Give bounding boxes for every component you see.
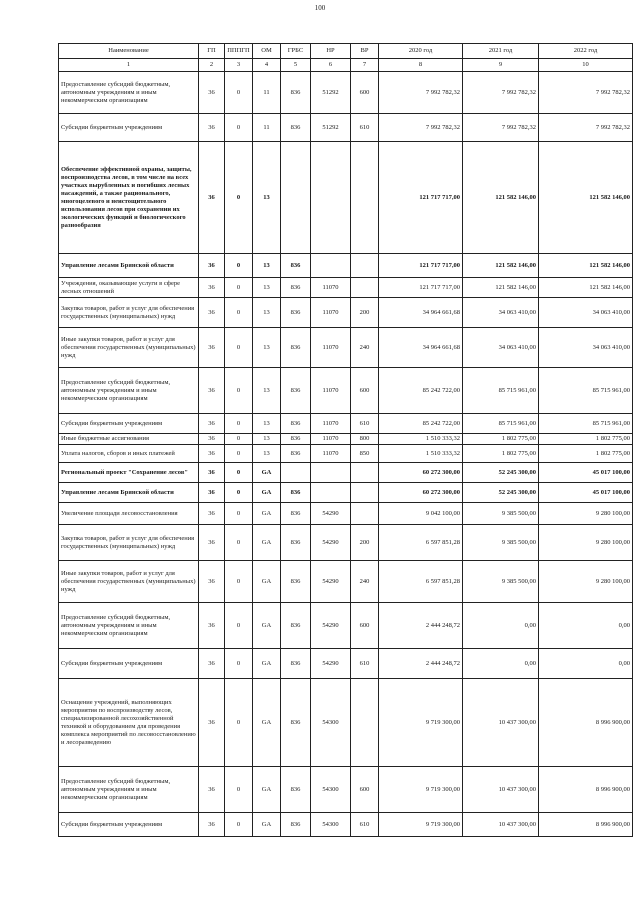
row-y2021-cell: 52 245 300,00: [463, 483, 539, 503]
row-y2020-cell: 85 242 722,00: [379, 414, 463, 434]
row-nr-cell: 54290: [311, 603, 351, 649]
row-grbs-cell: 836: [281, 503, 311, 525]
row-om-cell: GA: [253, 463, 281, 483]
row-gp-cell: 36: [199, 561, 225, 603]
row-nr-cell: 11070: [311, 328, 351, 368]
row-name-cell: Предоставление субсидий бюджетным, автономным учреждениям и иным некоммерческим организациям: [59, 72, 199, 114]
row-name-cell: Иные закупки товаров, работ и услуг для обеспечения государственных (муниципальных) нужд: [59, 561, 199, 603]
row-y2020-cell: 9 719 300,00: [379, 813, 463, 837]
row-y2022-cell: 121 582 146,00: [539, 254, 633, 278]
row-om-cell: GA: [253, 649, 281, 679]
row-gp-cell: 36: [199, 649, 225, 679]
row-ppgp-cell: 0: [225, 254, 253, 278]
column-number: 8: [379, 59, 463, 72]
row-vr-cell: 600: [351, 603, 379, 649]
row-om-cell: 13: [253, 414, 281, 434]
row-y2021-cell: 0,00: [463, 603, 539, 649]
row-name-cell: Уплата налогов, сборов и иных платежей: [59, 445, 199, 463]
row-ppgp-cell: 0: [225, 445, 253, 463]
row-grbs-cell: 836: [281, 603, 311, 649]
row-y2021-cell: 10 437 300,00: [463, 679, 539, 767]
row-y2022-cell: 8 996 900,00: [539, 679, 633, 767]
row-ppgp-cell: 0: [225, 328, 253, 368]
row-nr-cell: [311, 254, 351, 278]
row-gp-cell: 36: [199, 767, 225, 813]
table-row: [59, 813, 633, 837]
row-ppgp-cell: 0: [225, 278, 253, 298]
row-name-cell: Иные бюджетные ассигнования: [59, 434, 199, 445]
row-om-cell: GA: [253, 525, 281, 561]
table-row: [59, 767, 633, 813]
row-y2020-cell: 60 272 300,00: [379, 463, 463, 483]
row-grbs-cell: 836: [281, 368, 311, 414]
row-y2021-cell: 7 992 782,32: [463, 114, 539, 142]
row-name-cell: Учреждения, оказывающие услуги в сфере лесных отношений: [59, 278, 199, 298]
row-vr-cell: 200: [351, 298, 379, 328]
row-name-cell: Субсидии бюджетным учреждениям: [59, 114, 199, 142]
table-row: [59, 368, 633, 414]
row-y2021-cell: 85 715 961,00: [463, 414, 539, 434]
row-y2021-cell: 85 715 961,00: [463, 368, 539, 414]
header-cell: ВР: [351, 44, 379, 59]
row-grbs-cell: 836: [281, 767, 311, 813]
row-vr-cell: [351, 503, 379, 525]
row-y2021-cell: 9 385 500,00: [463, 503, 539, 525]
row-y2021-cell: 121 582 146,00: [463, 142, 539, 254]
row-gp-cell: 36: [199, 603, 225, 649]
row-gp-cell: 36: [199, 114, 225, 142]
row-om-cell: 13: [253, 434, 281, 445]
row-om-cell: GA: [253, 767, 281, 813]
row-om-cell: 13: [253, 328, 281, 368]
row-gp-cell: 36: [199, 445, 225, 463]
row-gp-cell: 36: [199, 298, 225, 328]
row-ppgp-cell: 0: [225, 483, 253, 503]
header-cell: 2020 год: [379, 44, 463, 59]
row-om-cell: 13: [253, 254, 281, 278]
row-y2022-cell: 34 063 410,00: [539, 298, 633, 328]
row-vr-cell: 600: [351, 72, 379, 114]
row-nr-cell: 54290: [311, 503, 351, 525]
header-cell: ОМ: [253, 44, 281, 59]
table-row: [59, 445, 633, 463]
row-om-cell: GA: [253, 561, 281, 603]
column-number: 3: [225, 59, 253, 72]
row-y2021-cell: 0,00: [463, 649, 539, 679]
row-ppgp-cell: 0: [225, 142, 253, 254]
row-nr-cell: 54290: [311, 525, 351, 561]
row-y2022-cell: 9 280 100,00: [539, 561, 633, 603]
table-row: [59, 503, 633, 525]
column-number: 4: [253, 59, 281, 72]
row-ppgp-cell: 0: [225, 434, 253, 445]
row-y2022-cell: 85 715 961,00: [539, 414, 633, 434]
row-vr-cell: 600: [351, 767, 379, 813]
row-y2020-cell: 1 510 333,32: [379, 434, 463, 445]
row-vr-cell: 610: [351, 114, 379, 142]
row-name-cell: Оснащение учреждений, выполняющих мероприятия по воспроизводству лесов, специализированной лесохозяйственной техникой и оборудованием для проведения комплекса мероприятий по лесовосстановлению и лесоразведению: [59, 679, 199, 767]
row-y2020-cell: 7 992 782,32: [379, 72, 463, 114]
row-y2020-cell: 7 992 782,32: [379, 114, 463, 142]
column-number: 9: [463, 59, 539, 72]
row-gp-cell: 36: [199, 254, 225, 278]
row-y2022-cell: 9 280 100,00: [539, 503, 633, 525]
row-name-cell: Закупка товаров, работ и услуг для обеспечения государственных (муниципальных) нужд: [59, 525, 199, 561]
table-row: [59, 298, 633, 328]
row-gp-cell: 36: [199, 414, 225, 434]
row-ppgp-cell: 0: [225, 767, 253, 813]
row-gp-cell: 36: [199, 278, 225, 298]
row-gp-cell: 36: [199, 463, 225, 483]
row-y2022-cell: 34 063 410,00: [539, 328, 633, 368]
row-gp-cell: 36: [199, 679, 225, 767]
row-grbs-cell: 836: [281, 298, 311, 328]
row-nr-cell: 54300: [311, 767, 351, 813]
row-ppgp-cell: 0: [225, 463, 253, 483]
row-ppgp-cell: 0: [225, 561, 253, 603]
row-y2021-cell: 52 245 300,00: [463, 463, 539, 483]
row-nr-cell: 11070: [311, 434, 351, 445]
row-y2022-cell: 8 996 900,00: [539, 813, 633, 837]
row-vr-cell: [351, 463, 379, 483]
row-vr-cell: 240: [351, 561, 379, 603]
row-y2022-cell: 7 992 782,32: [539, 114, 633, 142]
row-grbs-cell: [281, 142, 311, 254]
header-cell: ГП: [199, 44, 225, 59]
column-number: 10: [539, 59, 633, 72]
row-gp-cell: 36: [199, 503, 225, 525]
row-y2021-cell: 34 063 410,00: [463, 328, 539, 368]
row-y2022-cell: 0,00: [539, 603, 633, 649]
header-cell: НР: [311, 44, 351, 59]
row-gp-cell: 36: [199, 142, 225, 254]
header-cell: Наименование: [59, 44, 199, 59]
header-row: [59, 44, 633, 59]
header-cell: ПППГП: [225, 44, 253, 59]
row-y2022-cell: 1 802 775,00: [539, 434, 633, 445]
row-gp-cell: 36: [199, 525, 225, 561]
row-om-cell: 13: [253, 368, 281, 414]
row-y2022-cell: 9 280 100,00: [539, 525, 633, 561]
row-name-cell: Иные закупки товаров, работ и услуг для обеспечения государственных (муниципальных) нужд: [59, 328, 199, 368]
row-grbs-cell: 836: [281, 254, 311, 278]
column-number: 2: [199, 59, 225, 72]
row-ppgp-cell: 0: [225, 72, 253, 114]
row-y2022-cell: 45 017 100,00: [539, 463, 633, 483]
row-nr-cell: [311, 142, 351, 254]
table-row: [59, 72, 633, 114]
row-name-cell: Предоставление субсидий бюджетным, автономным учреждениям и иным некоммерческим организациям: [59, 368, 199, 414]
row-y2022-cell: 45 017 100,00: [539, 483, 633, 503]
row-name-cell: Субсидии бюджетным учреждениям: [59, 649, 199, 679]
row-y2021-cell: 7 992 782,32: [463, 72, 539, 114]
row-vr-cell: 800: [351, 434, 379, 445]
row-name-cell: Субсидии бюджетным учреждениям: [59, 813, 199, 837]
row-y2021-cell: 34 063 410,00: [463, 298, 539, 328]
table-row: [59, 463, 633, 483]
row-gp-cell: 36: [199, 483, 225, 503]
row-ppgp-cell: 0: [225, 503, 253, 525]
row-vr-cell: 240: [351, 328, 379, 368]
row-name-cell: Региональный проект "Сохранение лесов": [59, 463, 199, 483]
table-row: [59, 114, 633, 142]
row-y2020-cell: 1 510 333,32: [379, 445, 463, 463]
row-om-cell: 13: [253, 445, 281, 463]
row-grbs-cell: 836: [281, 525, 311, 561]
column-number: 1: [59, 59, 199, 72]
row-ppgp-cell: 0: [225, 649, 253, 679]
row-grbs-cell: 836: [281, 328, 311, 368]
row-ppgp-cell: 0: [225, 525, 253, 561]
row-name-cell: Предоставление субсидий бюджетным, автономным учреждениям и иным некоммерческим организациям: [59, 767, 199, 813]
row-name-cell: Обеспечение эффективной охраны, защиты, воспроизводства лесов, в том числе на всех участках вырубленных и погибших лесных насаждений, а также рационального, многоцелевого и неистощительного использования лесов при сохранении их экологических функций и биологического разнообразия: [59, 142, 199, 254]
row-y2020-cell: 9 719 300,00: [379, 679, 463, 767]
row-om-cell: GA: [253, 603, 281, 649]
row-grbs-cell: 836: [281, 483, 311, 503]
table-row: [59, 561, 633, 603]
row-y2021-cell: 1 802 775,00: [463, 445, 539, 463]
row-gp-cell: 36: [199, 368, 225, 414]
row-vr-cell: [351, 142, 379, 254]
row-y2021-cell: 9 385 500,00: [463, 561, 539, 603]
header-cell: ГРБС: [281, 44, 311, 59]
row-om-cell: 13: [253, 142, 281, 254]
row-y2020-cell: 121 717 717,00: [379, 142, 463, 254]
row-y2020-cell: 9 719 300,00: [379, 767, 463, 813]
row-nr-cell: 11070: [311, 368, 351, 414]
table-row: [59, 414, 633, 434]
row-om-cell: GA: [253, 483, 281, 503]
row-grbs-cell: 836: [281, 278, 311, 298]
row-ppgp-cell: 0: [225, 679, 253, 767]
row-grbs-cell: 836: [281, 679, 311, 767]
table-row: [59, 328, 633, 368]
row-vr-cell: [351, 679, 379, 767]
row-ppgp-cell: 0: [225, 603, 253, 649]
row-om-cell: GA: [253, 813, 281, 837]
row-gp-cell: 36: [199, 72, 225, 114]
row-om-cell: GA: [253, 503, 281, 525]
row-grbs-cell: 836: [281, 445, 311, 463]
row-y2021-cell: 10 437 300,00: [463, 767, 539, 813]
row-nr-cell: 11070: [311, 298, 351, 328]
row-om-cell: 13: [253, 278, 281, 298]
row-y2020-cell: 121 717 717,00: [379, 254, 463, 278]
table-row: [59, 649, 633, 679]
row-y2021-cell: 10 437 300,00: [463, 813, 539, 837]
table-row: [59, 679, 633, 767]
row-name-cell: Управление лесами Брянской области: [59, 254, 199, 278]
row-y2021-cell: 121 582 146,00: [463, 254, 539, 278]
row-y2020-cell: 2 444 248,72: [379, 649, 463, 679]
row-vr-cell: 610: [351, 414, 379, 434]
row-vr-cell: 600: [351, 368, 379, 414]
row-y2020-cell: 34 964 661,68: [379, 298, 463, 328]
row-ppgp-cell: 0: [225, 813, 253, 837]
row-y2022-cell: 1 802 775,00: [539, 445, 633, 463]
row-vr-cell: 610: [351, 649, 379, 679]
row-nr-cell: [311, 483, 351, 503]
row-nr-cell: 11070: [311, 445, 351, 463]
row-nr-cell: 11070: [311, 278, 351, 298]
row-grbs-cell: 836: [281, 434, 311, 445]
row-nr-cell: 51292: [311, 72, 351, 114]
row-name-cell: Закупка товаров, работ и услуг для обеспечения государственных (муниципальных) нужд: [59, 298, 199, 328]
row-y2020-cell: 6 597 851,28: [379, 525, 463, 561]
row-y2020-cell: 121 717 717,00: [379, 278, 463, 298]
row-y2021-cell: 121 582 146,00: [463, 278, 539, 298]
table-row: [59, 483, 633, 503]
column-number: 6: [311, 59, 351, 72]
row-om-cell: 13: [253, 298, 281, 328]
row-nr-cell: 11070: [311, 414, 351, 434]
row-y2020-cell: 9 042 100,00: [379, 503, 463, 525]
row-ppgp-cell: 0: [225, 368, 253, 414]
row-y2021-cell: 1 802 775,00: [463, 434, 539, 445]
row-ppgp-cell: 0: [225, 114, 253, 142]
row-grbs-cell: 836: [281, 649, 311, 679]
row-vr-cell: [351, 278, 379, 298]
row-nr-cell: 54290: [311, 649, 351, 679]
column-number: 7: [351, 59, 379, 72]
row-y2022-cell: 121 582 146,00: [539, 142, 633, 254]
row-gp-cell: 36: [199, 328, 225, 368]
row-y2022-cell: 85 715 961,00: [539, 368, 633, 414]
table-row: [59, 434, 633, 445]
budget-table: [58, 43, 633, 837]
row-grbs-cell: 836: [281, 561, 311, 603]
row-gp-cell: 36: [199, 813, 225, 837]
row-nr-cell: 54300: [311, 813, 351, 837]
row-om-cell: 11: [253, 72, 281, 114]
table-row: [59, 142, 633, 254]
row-grbs-cell: [281, 463, 311, 483]
row-name-cell: Предоставление субсидий бюджетным, автономным учреждениям и иным некоммерческим организациям: [59, 603, 199, 649]
row-vr-cell: 200: [351, 525, 379, 561]
page-number: 100: [314, 4, 326, 12]
row-y2022-cell: 7 992 782,32: [539, 72, 633, 114]
row-om-cell: 11: [253, 114, 281, 142]
row-ppgp-cell: 0: [225, 414, 253, 434]
row-nr-cell: 54290: [311, 561, 351, 603]
row-name-cell: Управление лесами Брянской области: [59, 483, 199, 503]
row-vr-cell: 610: [351, 813, 379, 837]
row-y2020-cell: 2 444 248,72: [379, 603, 463, 649]
row-name-cell: Субсидии бюджетным учреждениям: [59, 414, 199, 434]
row-vr-cell: [351, 254, 379, 278]
row-ppgp-cell: 0: [225, 298, 253, 328]
table-row: [59, 525, 633, 561]
row-y2020-cell: 6 597 851,28: [379, 561, 463, 603]
row-y2020-cell: 34 964 661,68: [379, 328, 463, 368]
row-grbs-cell: 836: [281, 72, 311, 114]
row-nr-cell: 54300: [311, 679, 351, 767]
column-number-row: [59, 59, 633, 72]
row-grbs-cell: 836: [281, 114, 311, 142]
row-y2022-cell: 121 582 146,00: [539, 278, 633, 298]
row-y2022-cell: 0,00: [539, 649, 633, 679]
row-nr-cell: [311, 463, 351, 483]
row-y2020-cell: 85 242 722,00: [379, 368, 463, 414]
header-cell: 2022 год: [539, 44, 633, 59]
table-row: [59, 603, 633, 649]
row-grbs-cell: 836: [281, 414, 311, 434]
row-vr-cell: 850: [351, 445, 379, 463]
row-y2021-cell: 9 385 500,00: [463, 525, 539, 561]
column-number: 5: [281, 59, 311, 72]
row-nr-cell: 51292: [311, 114, 351, 142]
table-row: [59, 278, 633, 298]
row-vr-cell: [351, 483, 379, 503]
row-y2022-cell: 8 996 900,00: [539, 767, 633, 813]
row-name-cell: Увеличение площади лесовосстановления: [59, 503, 199, 525]
table-row: [59, 254, 633, 278]
table-body: [59, 72, 633, 837]
header-cell: 2021 год: [463, 44, 539, 59]
row-grbs-cell: 836: [281, 813, 311, 837]
row-gp-cell: 36: [199, 434, 225, 445]
row-y2020-cell: 60 272 300,00: [379, 483, 463, 503]
row-om-cell: GA: [253, 679, 281, 767]
